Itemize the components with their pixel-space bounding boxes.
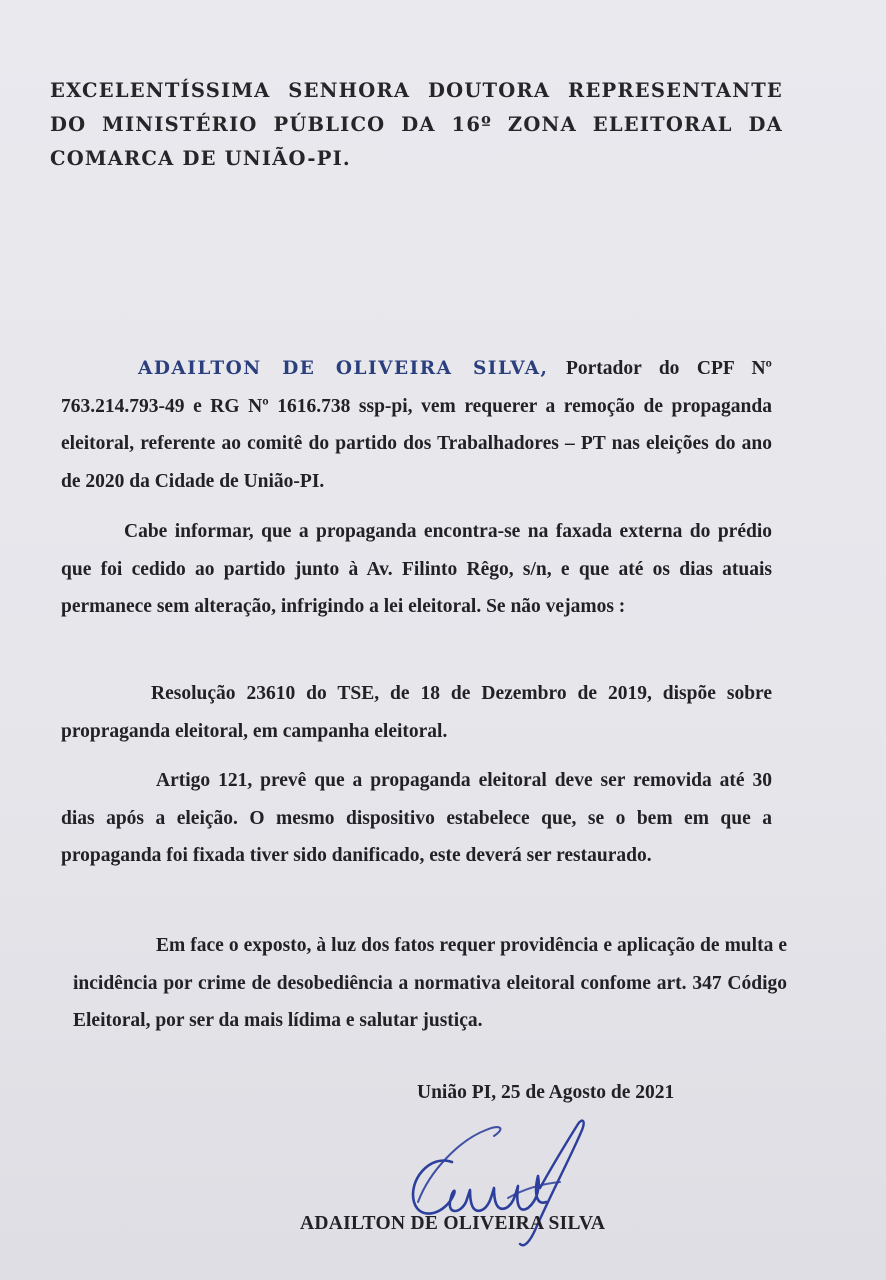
paragraph-article-text: Artigo 121, prevê que a propaganda eleitoral deve ser removida até 30 dias após a eleição. O mesmo dispositivo estabelece que, se o bem em que a propaganda foi fixada tiver sido danificado, este deverá ser restaurado. (61, 770, 772, 866)
paragraph-conclusion (73, 927, 787, 1040)
paragraph-resolution (61, 675, 772, 750)
paragraph-conclusion-text: Em face o exposto, à luz dos fatos requer providência e aplicação de multa e incidência por crime de desobediência a normativa eleitoral confome art. 347 Código Eleitoral, por ser da mais lídima e salutar justiça. (73, 935, 787, 1031)
paragraph-article (61, 762, 772, 875)
addressee-heading: EXCELENTÍSSIMA SENHORA DOUTORA REPRESENTANTE DO MINISTÉRIO PÚBLICO DA 16º ZONA ELEITORAL DA COMARCA DE UNIÃO-PI. (50, 79, 783, 170)
paragraph-request-text: Portador do CPF Nº 763.214.793-49 e RG Nº 1616.738 ssp-pi, vem requerer a remoção de propaganda eleitoral, referente ao comitê do partido dos Trabalhadores – PT nas eleições do ano de 2020 da Cidade de União-PI. (61, 358, 772, 492)
paragraph-information-text: Cabe informar, que a propaganda encontra-se na faxada externa do prédio que foi cedido ao partido junto à Av. Filinto Rêgo, s/n, e que até os dias atuais permanece sem alteração, infrigindo a lei eleitoral. Se não vejamos : (61, 521, 772, 617)
date-place-line: União PI, 25 de Agosto de 2021 (417, 1082, 675, 1103)
paragraph-resolution-text: Resolução 23610 do TSE, de 18 de Dezembro de 2019, dispõe sobre propraganda eleitoral, em campanha eleitoral. (61, 683, 772, 742)
requester-name: ADAILTON DE OLIVEIRA SILVA, (138, 358, 549, 379)
signer-name: ADAILTON DE OLIVEIRA SILVA (300, 1213, 606, 1234)
paragraph-information (61, 513, 772, 626)
paragraph-request (61, 350, 772, 500)
